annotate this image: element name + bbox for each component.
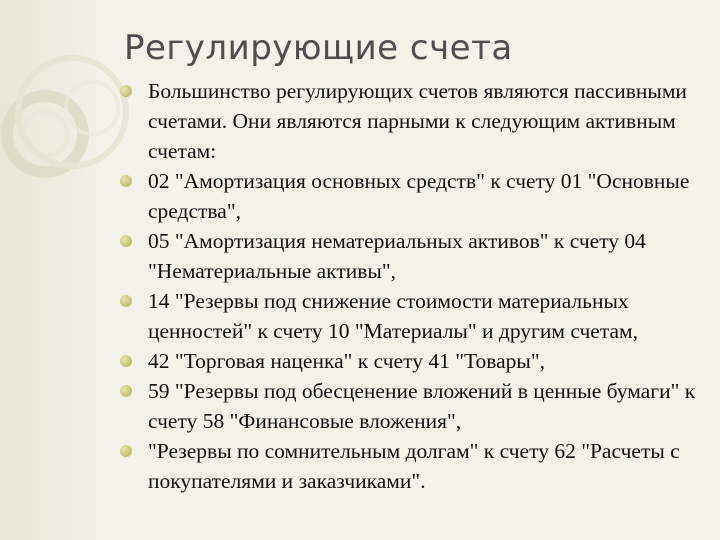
list-item-text: 02 "Амортизация основных средств" к счету 01 "Основные средства",: [148, 169, 690, 223]
list-item-text: 05 "Амортизация нематериальных активов" к счету 04 "Нематериальные активы",: [148, 229, 646, 283]
list-item-text: 59 "Резервы под обесценение вложений в ценные бумаги" к счету 58 "Финансовые вложения",: [148, 379, 696, 433]
bullet-dot-icon: [120, 355, 132, 367]
list-item: [120, 376, 710, 436]
bullet-dot-icon: [120, 175, 132, 187]
bullet-dot-icon: [120, 445, 132, 457]
left-decor-band: [0, 0, 104, 540]
bullet-dot-icon: [120, 235, 132, 247]
slide-title: Регулирующие счета: [124, 28, 513, 68]
bullet-dot-icon: [120, 85, 132, 97]
list-item: [120, 436, 710, 496]
list-item-text: 42 "Торговая наценка" к счету 41 "Товары",: [148, 349, 545, 373]
list-item-text: 14 "Резервы под снижение стоимости материальных ценностей" к счету 10 "Материалы" и другим счетам,: [148, 289, 639, 343]
bullet-dot-icon: [120, 295, 132, 307]
list-item: [120, 226, 710, 286]
list-item: [120, 166, 710, 226]
list-item: [120, 76, 710, 166]
list-item: [120, 286, 710, 346]
bullet-dot-icon: [120, 385, 132, 397]
bullet-list: [120, 76, 710, 496]
list-item-text: Большинство регулирующих счетов являются пассивными счетами. Они являются парными к следующим активным счетам:: [148, 79, 687, 163]
list-item: [120, 346, 710, 376]
list-item-text: "Резервы по сомнительным долгам" к счету 62 "Расчеты с покупателями и заказчиками".: [148, 439, 680, 493]
